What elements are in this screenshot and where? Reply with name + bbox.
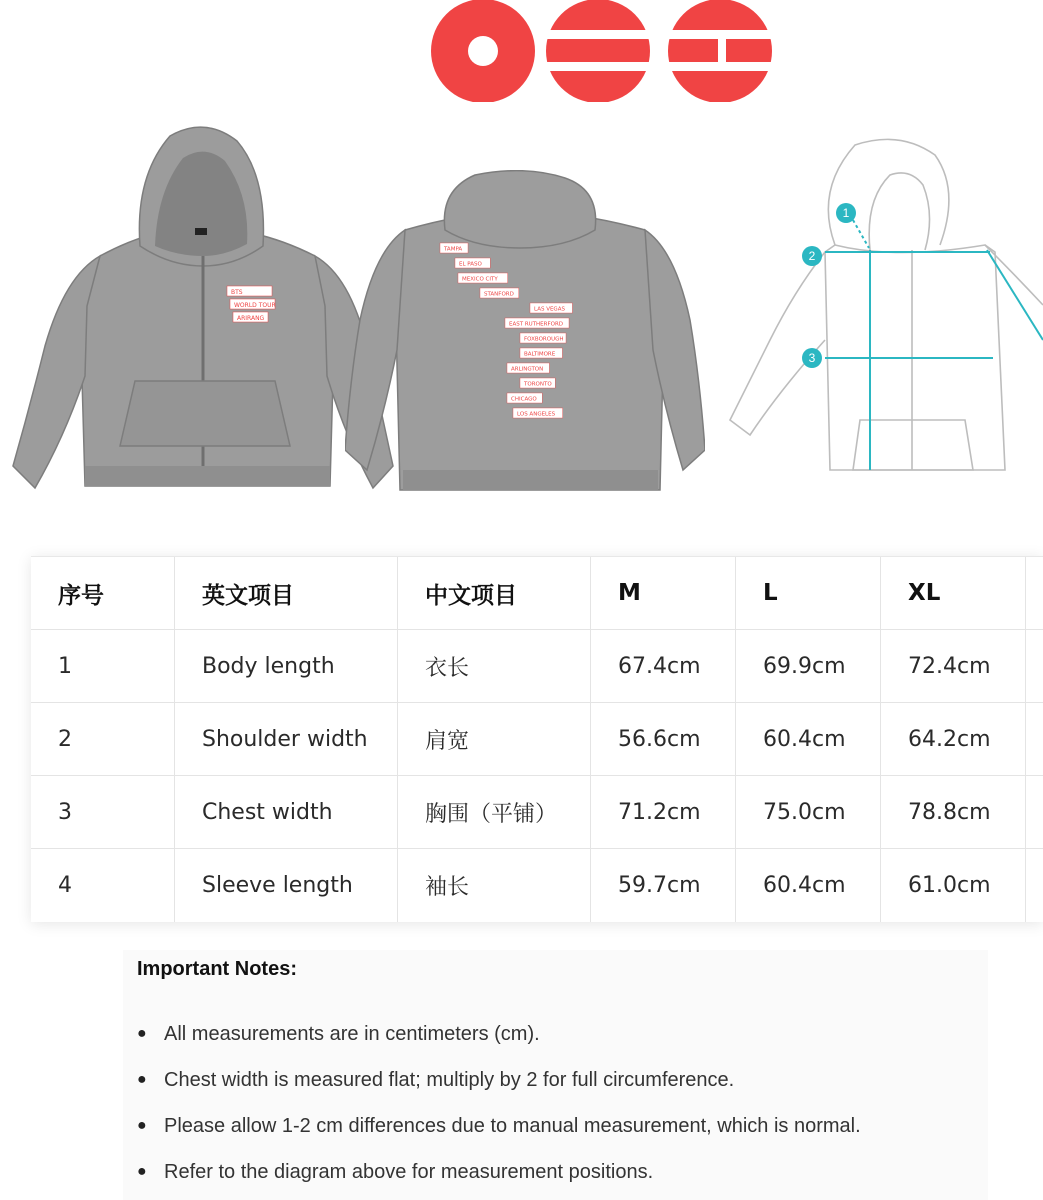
city-tag-label: FOXBOROUGH [524, 336, 564, 343]
row-size-m: 59.7cm [591, 849, 736, 922]
city-tag-label: EL PASO [459, 261, 482, 268]
city-tag-label: LOS ANGELES [517, 411, 556, 418]
row-index: 2 [31, 703, 175, 775]
note-text: Refer to the diagram above for measurement positions. [164, 1161, 654, 1183]
row-chinese: 胸围（平铺） [398, 776, 591, 848]
table-row [31, 776, 1043, 849]
diagram-marker-2: 2 [808, 249, 816, 263]
diagram-marker-1: 1 [842, 206, 850, 220]
row-overflow-cell [1026, 776, 1043, 848]
bullet-icon: ● [137, 1071, 147, 1088]
note-text: All measurements are in centimeters (cm). [164, 1023, 540, 1045]
size-chart-table [31, 556, 1043, 922]
row-size-l: 69.9cm [736, 630, 881, 702]
city-tag-label: EAST RUTHERFORD [509, 321, 564, 328]
patch-line-1: BTS [231, 289, 243, 296]
row-index: 1 [31, 630, 175, 702]
logo-circle-3 [668, 0, 772, 102]
logo-circle-1 [431, 0, 535, 102]
row-chinese: 肩宽 [398, 703, 591, 775]
row-index: 3 [31, 776, 175, 848]
bullet-icon: ● [137, 1117, 147, 1134]
product-image-area [0, 110, 1043, 510]
patch-line-3: ARIRANG [237, 315, 265, 322]
list-item [137, 1066, 861, 1112]
logo-circle-2 [546, 0, 650, 102]
table-header-row [31, 557, 1043, 630]
header-overflow-cell [1026, 557, 1043, 629]
row-size-xl: 78.8cm [881, 776, 1026, 848]
brand-logo [428, 0, 773, 102]
row-size-xl: 72.4cm [881, 630, 1026, 702]
row-size-l: 60.4cm [736, 703, 881, 775]
row-size-l: 60.4cm [736, 849, 881, 922]
city-tag-label: TAMPA [444, 246, 463, 253]
header-english-item: 英文项目 [175, 557, 398, 629]
patch-line-2: WORLD TOUR [234, 302, 276, 309]
header-size-l: L [736, 557, 881, 629]
notes-title: Important Notes: [137, 958, 297, 980]
diagram-marker-3: 3 [808, 351, 816, 365]
header-size-m: M [591, 557, 736, 629]
city-tag-label: CHICAGO [511, 396, 537, 403]
city-tag-label: BALTIMORE [524, 351, 556, 358]
bullet-icon: ● [137, 1163, 147, 1180]
row-english: Sleeve length [175, 849, 398, 922]
row-overflow-cell [1026, 703, 1043, 775]
header-chinese-item: 中文项目 [398, 557, 591, 629]
table-row [31, 630, 1043, 703]
hoodie-back-photo [345, 170, 705, 510]
row-size-m: 67.4cm [591, 630, 736, 702]
list-item [137, 1158, 861, 1200]
row-index: 4 [31, 849, 175, 922]
notes-list [137, 1020, 861, 1200]
row-size-m: 56.6cm [591, 703, 736, 775]
row-english: Body length [175, 630, 398, 702]
bullet-icon: ● [137, 1025, 147, 1042]
city-tag-label: TORONTO [524, 381, 552, 388]
row-english: Chest width [175, 776, 398, 848]
row-chinese: 衣长 [398, 630, 591, 702]
row-size-xl: 61.0cm [881, 849, 1026, 922]
city-tag-label: STANFORD [484, 291, 514, 298]
table-row [31, 849, 1043, 922]
row-overflow-cell [1026, 630, 1043, 702]
note-text: Chest width is measured flat; multiply by 2 for full circumference. [164, 1069, 735, 1091]
header-index: 序号 [31, 557, 175, 629]
city-tag-label: MEXICO CITY [462, 276, 498, 283]
important-notes [123, 950, 988, 1200]
list-item [137, 1020, 861, 1066]
row-english: Shoulder width [175, 703, 398, 775]
list-item [137, 1112, 861, 1158]
note-text: Please allow 1-2 cm differences due to manual measurement, which is normal. [164, 1115, 861, 1137]
hoodie-front-photo [5, 116, 395, 506]
row-overflow-cell [1026, 849, 1043, 922]
city-tag-label: ARLINGTON [511, 366, 544, 373]
measurement-diagram [725, 130, 1043, 480]
table-row [31, 703, 1043, 776]
row-size-l: 75.0cm [736, 776, 881, 848]
header-size-xl: XL [881, 557, 1026, 629]
row-chinese: 袖长 [398, 849, 591, 922]
row-size-xl: 64.2cm [881, 703, 1026, 775]
city-tag-label: LAS VEGAS [534, 306, 565, 313]
row-size-m: 71.2cm [591, 776, 736, 848]
